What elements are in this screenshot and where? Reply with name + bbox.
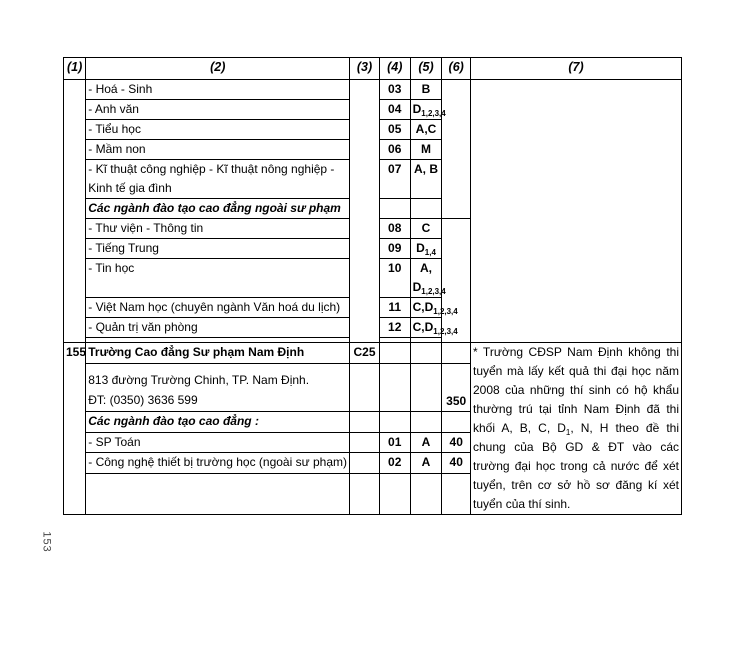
section-title: Các ngành đào tạo cao đẳng : (86, 412, 350, 433)
major-name: - Công nghệ thiết bị trường học (ngoài sư phạm) (86, 453, 350, 474)
header-col-3: (3) (350, 58, 380, 80)
major-code: 01 (379, 432, 410, 453)
exam-block: A, B (410, 160, 442, 199)
section-title: Các ngành đào tạo cao đẳng ngoài sư phạm (86, 199, 350, 219)
header-col-7: (7) (471, 58, 682, 80)
major-code: 03 (379, 80, 410, 100)
header-col-4: (4) (379, 58, 410, 80)
school-total: 350 (442, 363, 471, 411)
header-col-2: (2) (86, 58, 350, 80)
exam-block: B (410, 80, 442, 100)
school-note: * Trường CĐSP Nam Định không thi tuyển mà lấy kết quả thi đại học năm 2008 của những thí sinh có hộ khẩu thường trú tại tỉnh Nam Định đã thi khối A, B, C, $D_1$, N, H theo đề thi chung của Bộ GD & ĐT vào các trường đại học trong cả nước để xét tuyển, trên cơ sở hồ sơ đăng kí xét tuyển của thí sinh. (471, 343, 682, 515)
table-row (64, 80, 682, 100)
major-code: 10 (379, 259, 410, 298)
major-name: - Hoá - Sinh (86, 80, 350, 100)
exam-block: A, $D_{1,2,3,4}$ (410, 259, 442, 298)
major-name: - Quản trị văn phòng (86, 318, 350, 338)
school-address: 813 đường Trường Chinh, TP. Nam Định. ĐT: (0350) 3636 599 (86, 363, 350, 411)
page-number: 153 (40, 531, 53, 553)
major-code: 06 (379, 140, 410, 160)
exam-block: A,C (410, 120, 442, 140)
major-name: - Anh văn (86, 100, 350, 120)
school-stt: 155 (64, 343, 86, 515)
major-code: 07 (379, 160, 410, 199)
major-name: - Tiểu học (86, 120, 350, 140)
major-name: - Thư viện - Thông tin (86, 219, 350, 239)
header-row (64, 58, 682, 80)
exam-block: $C,D_{1,2,3,4}$ (410, 318, 442, 338)
major-code: 08 (379, 219, 410, 239)
exam-block: C (410, 219, 442, 239)
exam-block: M (410, 140, 442, 160)
major-quota: 40 (442, 453, 471, 474)
major-name: - Tiếng Trung (86, 239, 350, 259)
major-code: 02 (379, 453, 410, 474)
admission-table (63, 57, 682, 515)
major-name: - Mầm non (86, 140, 350, 160)
major-code: 05 (379, 120, 410, 140)
exam-block: A (410, 453, 442, 474)
header-col-5: (5) (410, 58, 442, 80)
header-col-6: (6) (442, 58, 471, 80)
exam-block: $D_{1,2,3,4}$ (410, 100, 442, 120)
school-code: C25 (350, 343, 380, 364)
major-name: - Tin học (86, 259, 350, 298)
major-code: 09 (379, 239, 410, 259)
major-code: 12 (379, 318, 410, 338)
exam-block: $D_{1,4}$ (410, 239, 442, 259)
school-row (64, 343, 682, 364)
major-name: - Kĩ thuật công nghiệp - Kĩ thuật nông nghiệp - Kinh tế gia đình (86, 160, 350, 199)
major-code: 11 (379, 298, 410, 318)
major-code: 04 (379, 100, 410, 120)
major-name: - Việt Nam học (chuyên ngành Văn hoá du lịch) (86, 298, 350, 318)
exam-block: A (410, 432, 442, 453)
exam-block: $C,D_{1,2,3,4}$ (410, 298, 442, 318)
major-quota: 40 (442, 432, 471, 453)
major-name: - SP Toán (86, 432, 350, 453)
school-name: Trường Cao đẳng Sư phạm Nam Định (86, 343, 350, 364)
header-col-1: (1) (64, 58, 86, 80)
school-phone: ĐT: (0350) 3636 599 (88, 392, 198, 407)
